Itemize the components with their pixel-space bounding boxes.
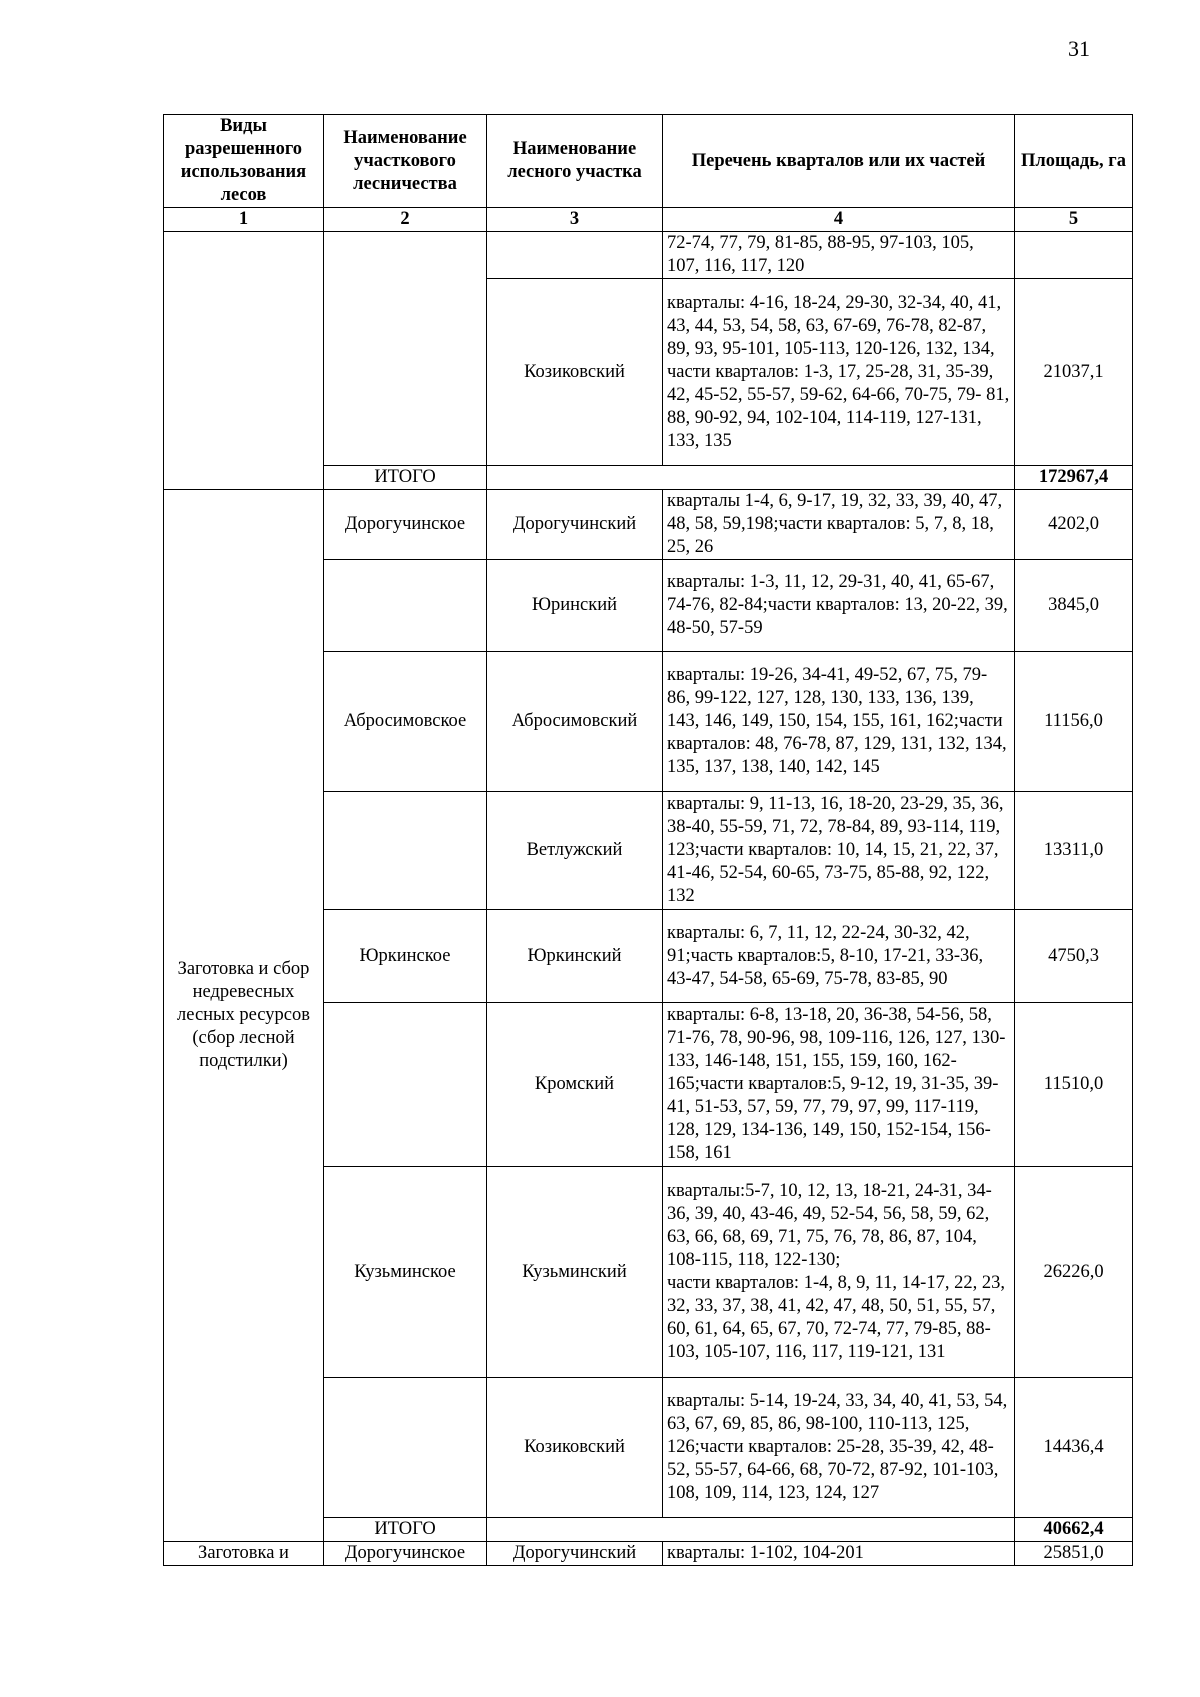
table-row [164,232,1133,279]
forestry-cell [324,232,487,466]
header-quarters: Перечень кварталов или их частей [663,115,1015,208]
forestry-cell: Юркинское [324,910,487,1003]
total-empty-cell [487,1518,1015,1542]
quarters-cell: кварталы 1-4, 6, 9-17, 19, 32, 33, 39, 40, 47, 48, 58, 59,198;части кварталов: 5, 7, 8, 18, 25, 26 [663,490,1015,560]
total-label: ИТОГО [324,1518,487,1542]
forestry-cell: Дорогучинское [324,1542,487,1566]
table-row [164,490,1133,560]
use-type-cell [164,232,324,490]
header-area: Площадь, га [1015,115,1133,208]
plot-cell: Кромский [487,1003,663,1167]
quarters-cell: кварталы: 5-14, 19-24, 33, 34, 40, 41, 53, 54, 63, 67, 69, 85, 86, 98-100, 110-113, 125, 126;части кварталов: 25-28, 35-39, 42, 48-52, 55-57, 64-66, 68, 70-72, 87-92, 101-103, 108, 109, 114, 123, 124, 127 [663,1378,1015,1518]
forestry-cell [324,1378,487,1518]
plot-cell: Дорогучинский [487,1542,663,1566]
area-cell: 14436,4 [1015,1378,1133,1518]
area-cell: 13311,0 [1015,792,1133,910]
plot-cell: Юринский [487,560,663,652]
quarters-cell [663,1167,1015,1378]
use-type-cell: Заготовка и [164,1542,324,1566]
forestry-cell [324,792,487,910]
area-cell [1015,232,1133,279]
plot-cell: Ветлужский [487,792,663,910]
table-row [164,1542,1133,1566]
column-number: 3 [487,208,663,232]
use-type-cell: Заготовка и сбор недревесных лесных ресурсов (сбор лесной подстилки) [164,490,324,1542]
header-plot: Наименование лесного участка [487,115,663,208]
forest-use-table [163,114,1133,1566]
area-cell: 26226,0 [1015,1167,1133,1378]
column-number-row [164,208,1133,232]
column-number: 5 [1015,208,1133,232]
total-label: ИТОГО [324,466,487,490]
area-cell: 11156,0 [1015,652,1133,792]
plot-cell [487,232,663,279]
header-use-type: Виды разрешенного использования лесов [164,115,324,208]
forestry-cell: Кузьминское [324,1167,487,1378]
column-number: 2 [324,208,487,232]
total-area: 40662,4 [1015,1518,1133,1542]
forestry-cell: Дорогучинское [324,490,487,560]
area-cell: 25851,0 [1015,1542,1133,1566]
column-number: 1 [164,208,324,232]
quarters-cell: кварталы: 6, 7, 11, 12, 22-24, 30-32, 42, 91;часть кварталов:5, 8-10, 17-21, 33-36, 43-47, 54-58, 65-69, 75-78, 83-85, 90 [663,910,1015,1003]
forestry-cell [324,560,487,652]
forestry-cell [324,1003,487,1167]
page-number: 31 [1068,36,1090,61]
quarters-text: кварталы:5-7, 10, 12, 13, 18-21, 24-31, 34-36, 39, 40, 43-46, 49, 52-54, 56, 58, 59, 62, 63, 66, 68, 69, 71, 75, 76, 78, 86, 87, 104, 108-115, 118, 122-130; [667,1181,992,1270]
quarters-cell: 72-74, 77, 79, 81-85, 88-95, 97-103, 105, 107, 116, 117, 120 [663,232,1015,279]
quarters-cell: кварталы: 6-8, 13-18, 20, 36-38, 54-56, 58, 71-76, 78, 90-96, 98, 109-116, 126, 127, 130-133, 146-148, 151, 155, 159, 160, 162-165;части кварталов:5, 9-12, 19, 31-35, 39-41, 51-53, 57, 59, 77, 79, 97, 99, 117-119, 128, 129, 134-136, 149, 150, 152-154, 156-158, 161 [663,1003,1015,1167]
quarters-cell: кварталы: 1-3, 11, 12, 29-31, 40, 41, 65-67, 74-76, 82-84;части кварталов: 13, 20-22, 39, 48-50, 57-59 [663,560,1015,652]
plot-cell: Кузьминский [487,1167,663,1378]
area-cell: 3845,0 [1015,560,1133,652]
area-cell: 4202,0 [1015,490,1133,560]
quarters-cell: кварталы: 9, 11-13, 16, 18-20, 23-29, 35, 36, 38-40, 55-59, 71, 72, 78-84, 89, 93-114, 119, 123;части кварталов: 10, 14, 15, 21, 22, 37, 41-46, 52-54, 60-65, 73-75, 85-88, 92, 122, 132 [663,792,1015,910]
quarters-cell: кварталы: 4-16, 18-24, 29-30, 32-34, 40, 41, 43, 44, 53, 54, 58, 63, 67-69, 76-78, 82-87, 89, 93, 95-101, 105-113, 120-126, 132, 134, части кварталов: 1-3, 17, 25-28, 31, 35-39, 42, 45-52, 55-57, 59-62, 64-66, 70-75, 79- 81, 88, 90-92, 94, 102-104, 114-119, 127-131, 133, 135 [663,279,1015,466]
plot-cell: Юркинский [487,910,663,1003]
total-empty-cell [487,466,1015,490]
quarters-cell: кварталы: 1-102, 104-201 [663,1542,1015,1566]
quarters-parts-text: части кварталов: 1-4, 8, 9, 11, 14-17, 22, 23, 32, 33, 37, 38, 41, 42, 47, 48, 50, 51, 55, 57, 60, 61, 64, 65, 67, 70, 72-74, 77, 79-85, 88-103, 105-107, 116, 117, 119-121, 131 [667,1273,1005,1362]
plot-cell: Дорогучинский [487,490,663,560]
plot-cell: Козиковский [487,1378,663,1518]
column-number: 4 [663,208,1015,232]
header-row [164,115,1133,208]
quarters-cell: кварталы: 19-26, 34-41, 49-52, 67, 75, 79-86, 99-122, 127, 128, 130, 133, 136, 139, 143, 146, 149, 150, 154, 155, 161, 162;части кварталов: 48, 76-78, 87, 129, 131, 132, 134, 135, 137, 138, 140, 142, 145 [663,652,1015,792]
total-area: 172967,4 [1015,466,1133,490]
forestry-cell: Абросимовское [324,652,487,792]
area-cell: 4750,3 [1015,910,1133,1003]
area-cell: 21037,1 [1015,279,1133,466]
plot-cell: Абросимовский [487,652,663,792]
plot-cell: Козиковский [487,279,663,466]
area-cell: 11510,0 [1015,1003,1133,1167]
header-forestry: Наименование участкового лесничества [324,115,487,208]
